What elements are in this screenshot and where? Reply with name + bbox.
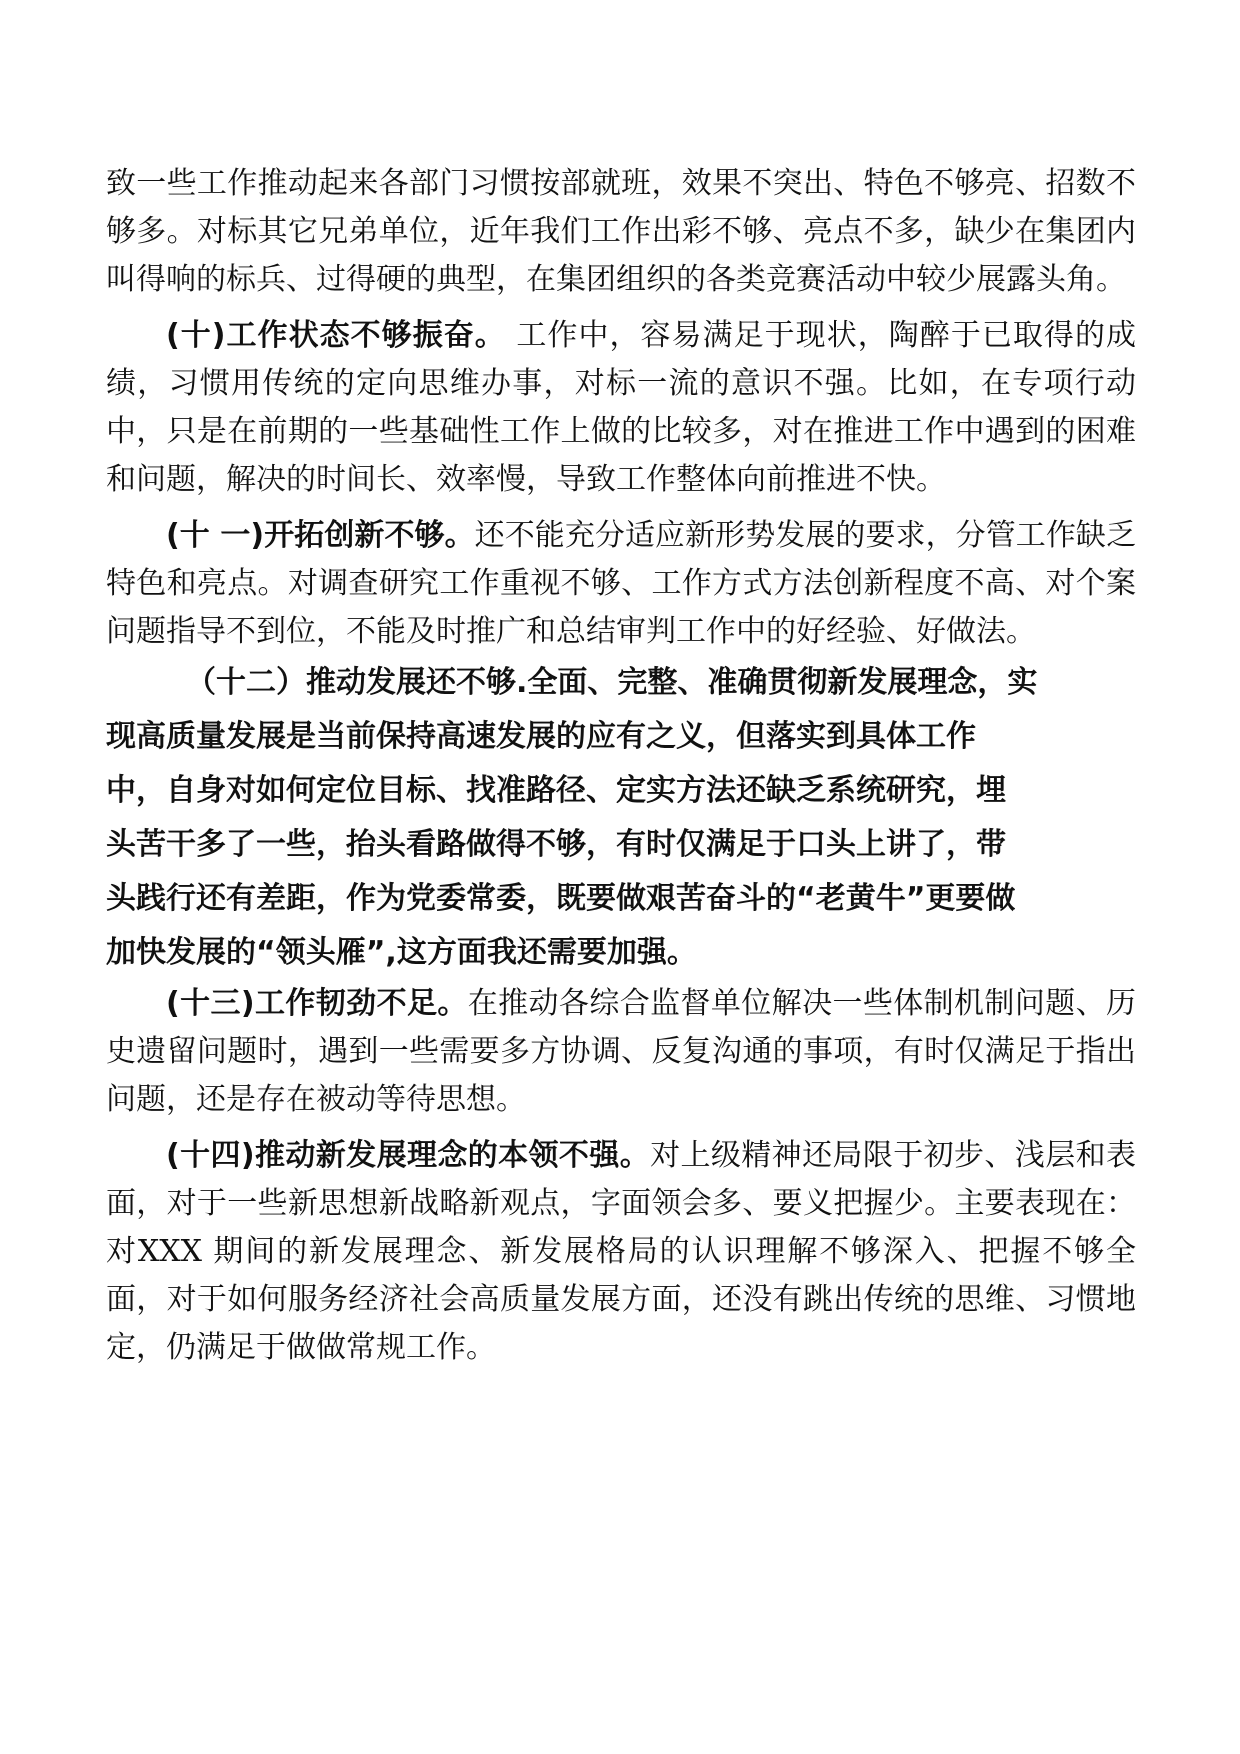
paragraph-innovation xyxy=(106,512,1136,656)
paragraph-new-concept xyxy=(106,1132,1136,1372)
paragraph-line: （十二）推动发展还不够.全面、完整、准确贯彻新发展理念，实 xyxy=(186,665,1038,700)
paragraph-line: 中，自身对如何定位目标、找准路径、定实方法还缺乏系统研究，埋 xyxy=(106,773,1006,808)
paragraph-heading: (十)工作状态不够振奋。 xyxy=(166,318,506,353)
paragraph-text: 致一些工作推动起来各部门习惯按部就班，效果不突出、特色不够亮、招数不够多。对标其它兄弟单位，近年我们工作出彩不够、亮点不多，缺少在集团内叫得响的标兵、过得硬的典型，在集团组织的各类竞赛活动中较少展露头角。 xyxy=(106,166,1136,297)
paragraph-development xyxy=(106,656,1136,980)
paragraph-text: 对上级精神还局限于初步、浅层和表面，对于一些新思想新战略新观点，字面领会多、要义把握少。主要表现在：对XXX 期间的新发展理念、新发展格局的认识理解不够深入、把握不够全面，对于如何服务经济社会高质量发展方面，还没有跳出传统的思维、习惯地定，仍满足于做做常规工作。 xyxy=(106,1138,1137,1365)
paragraph-tenacity xyxy=(106,980,1136,1124)
paragraph-heading: (十四)推动新发展理念的本领不强。 xyxy=(166,1138,651,1173)
document-body xyxy=(106,160,1136,1372)
paragraph-work-state xyxy=(106,312,1136,504)
paragraph-line: 现高质量发展是当前保持高速发展的应有之义，但落实到具体工作 xyxy=(106,719,976,754)
paragraph-line: 头苦干多了一些，抬头看路做得不够，有时仅满足于口头上讲了，带 xyxy=(106,827,1006,862)
paragraph-heading: (十三)工作韧劲不足。 xyxy=(166,986,468,1021)
paragraph-line: 加快发展的“领头雁”,这方面我还需要加强。 xyxy=(106,935,697,970)
paragraph-line: 头践行还有差距，作为党委常委，既要做艰苦奋斗的“老黄牛”更要做 xyxy=(106,881,1016,916)
paragraph-text: 工作中，容易满足于现状，陶醉于已取得的成绩，习惯用传统的定向思维办事，对标一流的意识不强。比如，在专项行动中，只是在前期的一些基础性工作上做的比较多，对在推进工作中遇到的困难和问题，解决的时间长、效率慢，导致工作整体向前推进不快。 xyxy=(106,318,1136,497)
paragraph-heading: (十 一)开拓创新不够。 xyxy=(166,518,475,553)
paragraph-text: 还不能充分适应新形势发展的要求，分管工作缺乏特色和亮点。对调查研究工作重视不够、工作方式方法创新程度不高、对个案问题指导不到位，不能及时推广和总结审判工作中的好经验、好做法。 xyxy=(106,518,1136,649)
paragraph-continuation xyxy=(106,160,1136,304)
paragraph-text: 在推动各综合监督单位解决一些体制机制问题、历史遗留问题时，遇到一些需要多方协调、反复沟通的事项，有时仅满足于指出问题，还是存在被动等待思想。 xyxy=(106,986,1137,1117)
